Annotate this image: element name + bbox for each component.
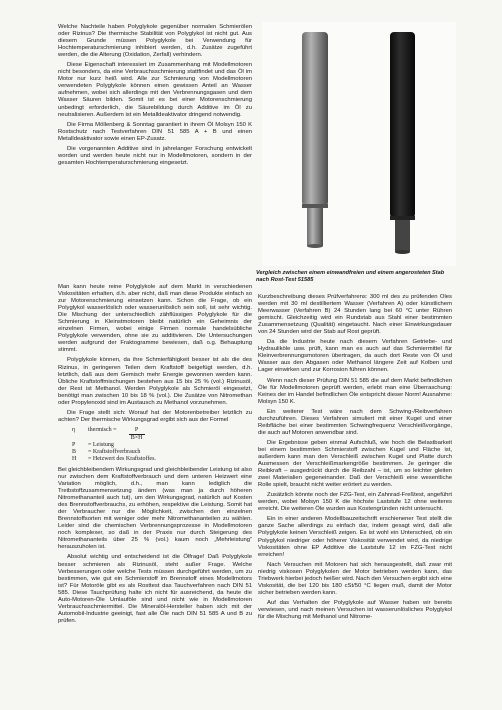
paragraph: Die vorgenannten Additive sind in jahrelanger Forschung entwickelt worden und werden heute nicht nur in Modellmotoren, sondern in der gesamten Hochtemperaturschmierung eingesetzt.	[58, 145, 252, 166]
formula-definition	[72, 449, 252, 456]
rusted-rod	[390, 32, 415, 254]
paragraph: Polyglykole können, da ihre Schmierfähigkeit besser ist als die des Rizinus, in geringeren Teilen dem Kraftstoff beigefügt werden, d.h. letztlich, daß aus dem Gemisch mehr Energie gewonnen werden kann. Übliche Kraftstoffmischungen bestehen aus 15 bis 25 % (vol.) Rizinusöl, der Rest ist Methanol. Werden Polyglykole als Schmieröl eingesetzt, benötigt man zwischen 10 bis 18 % (vol.). Die Zusätze von Nitromethan oder Propylenoxid sind im Austausch zu Methanol vorzunehmen.	[58, 357, 252, 406]
paragraph: Ein in einer anderen Modellbauzeitschrift erschienener Test stellt die ganze Sache allerdings zu einfach dar, indem gesagt wird, daß alle Polyglykole keinen Verschleiß zeigen. Es ist wohl ein Unterschied, ob ein Polyglykol niedriger oder höherer Viskosität verwendet wird, da niedrige Viskositäten ohne EP Additive die Laststufe 12 im FZG-Test nicht erreichen!	[258, 516, 452, 558]
formula-eta: η	[72, 426, 76, 433]
paragraph: Die Frage stellt sich: Worauf hat der Motorenbetreiber letztlich zu achten? Der thermische Wirkungsgrad ergibt sich aus der Formel	[58, 409, 252, 423]
formula-main-line	[72, 427, 252, 442]
paragraph: Zusätzlich könnte noch der FZG-Test, ein Zahnrad-Freßtest, angeführt werden, wobei Molsyn 150 K die höchste Laststufe 12 ohne weiteres erreicht. Die weiteren Öle wurden aus Kostengründen nicht untersucht.	[258, 492, 452, 513]
formula-definition	[72, 456, 252, 463]
paragraph: Man kann heute reine Polyglykole auf dem Markt in verschiedenen Viskositäten erhalten, d.h. aber nicht, daß man diese Produkte einfach so zur Motorenschmierung einsetzen kann. Schon die Frage, ob ein Polyglykol wasserlöslich oder wasserunlöslich sein soll, ist sehr wichtig. Die Mischung der unterschiedlich zähflüssigen Polyglykole für die Schmierung in Kleinstmotoren bleibt natürlich ein Geheimnis der einzelnen Firmen, wobei einige Firmen normale handelsübliche Polyglykole verwenden, ohne sie zu additivieren. Die Untersuchungen werden aufgrund der Fraktogramme bewiesen, daß o.g. Behauptung stimmt.	[58, 284, 252, 354]
rod-photo-svg	[262, 22, 456, 266]
left-column-top	[58, 24, 252, 284]
formula-symbol: H	[72, 455, 77, 462]
paragraph: Absolut wichtig und entscheidend ist die Ölfrage! Daß Polyglykole besser schmieren als Rizinusöl, steht außer Frage. Welche Verbesserungen oder welche Tests müssen durchgeführt werden, um zu bestimmen, wie gut ein Schmierstoff im Brennstoff eines Modellmotors ist? Für Motoröle gibt es als Rosttest das Tauchverfahren nach DIN 51 585. Diese Tauchprüfung halte ich nicht für ausreichend, da heute die Auto-Motoren-Öle Umlauföle sind und nicht wie in Modellmotoren Verbrauchsschmiermittel. Die Mineralöl-Hersteller haben sich mit der Automobil-Industrie geeinigt, fast alle Öle nach DIN 51 585 A und B zu prüfen.	[58, 554, 252, 624]
paragraph: Auf das Verhalten der Polyglykole auf Wasser haben wir bereits verwiesen, und nach meinen Versuchen ist wasserunlösliches Polyglykol für die Mischung mit Methanol und Nitrome-	[258, 599, 452, 620]
formula-symbol: B	[72, 448, 77, 455]
paragraph: Nach Versuchen mit Motoren hat sich herausgestellt, daß zwar mit niedrig viskosen Polyglykolen der Motor betrieben werden kann, das Triebwerk hierbei jedoch heißer wird. Nach den Versuchen ergibt sich eine Viskosität, die bei 120 bis 180 cSt/50 °C liegen muß, damit der Motor sicher betrieben werden kann.	[258, 561, 452, 596]
paragraph: Kurzbeschreibung dieses Prüfverfahrens: 300 ml des zu prüfenden Öles werden mit 30 ml destilliertem Wasser (Verfahren A) oder künstlichem Meerwasser (Verfahren B) 24 Stunden lang bei 60 °C unter Rühren gemischt. Gleichzeitig wird ein Rundstab aus Stahl einer bestimmten Zusammensetzung (Qualität) eingetaucht. Nach einer Einwirkungsdauer von 24 Stunden wird der Stab auf Rost geprüft.	[258, 294, 452, 336]
formula-symbol: P	[72, 441, 76, 448]
formula-fraction	[129, 427, 145, 442]
formula-description: = Leistung	[88, 441, 114, 448]
right-column	[258, 294, 452, 686]
formula-description: = Kraftstoffverbrauch	[88, 448, 141, 455]
paragraph: Welche Nachteile haben Polyglykole gegenüber normalen Schmierölen oder Rizinus? Die thermische Stabilität von Polyglykol ist nicht gut. Aus diesem Grunde müssen Polyglykole bei Verwendung für Hochtemperaturschmierung inhibiert werden, d.h. Zusätze zugeführt werden, die die Alterung (Oxidation, Zerfall) verhindern.	[58, 24, 252, 59]
formula-eta-label: thermisch =	[88, 426, 117, 433]
formula-definition	[72, 442, 252, 449]
paragraph: Wenn nach dieser Prüfung DIN 51 585 die auf dem Markt befindlichen Öle für Modellmotoren geprüft werden, erlebt man eine Überraschung: Keines der im Handel befindlichen Öle entspricht dieser Norm! Ausnahme: Molsyn 150 K.	[258, 377, 452, 405]
paragraph: Da die Industrie heute nach diesem Verfahren Getriebe- und Hydrauliköle usw. prüft, kann man es auch auf das Schmiermittel für Kleinverbrennungsmotoren übertragen, da auch dort Reste von Öl und Wasser aus den Abgasen oder Methanol längere Zeit auf Kolben und Lager einwirken und zur Korrosion führen können.	[258, 339, 452, 374]
paragraph: Bei gleichbleibendem Wirkungsgrad und gleichbleibender Leistung ist also nur zwischen dem Kraftstoffverbrauch und dem unteren Heizwert eine Variation möglich, d.h., man kann lediglich die Treibstoffzusammensetzung ändern (was man ja durch höheren Nitromethananteil auch tut), um den Wirkungsgrad, natürlich auf Kosten des Brennstoffverbrauchs, zu erhöhen, respektive die Leistung. Somit hat der Verbraucher nur die Möglichkeit, zwischen den einzelnen Brennstoffsorten mit weniger oder mehr Nitromethananteilen zu wählen. Leider sind die chemischen Verbrennungsprozesse in Modellmotoren noch komplexer, so daß in der Praxis nur durch Steigerung des Nitromethananteils über 25 % (vol.) kaum noch „Mehrleistung“ herauszuholen ist.	[58, 466, 252, 551]
paragraph: Die Firma Möllenberg & Sonntag garantiert in ihrem Öl Molsyn 150 K Rostschutz nach Testverfahren DIN 51 585 A + B und einen Metalldeaktivator sowie einen EP-Zusatz.	[58, 121, 252, 142]
paragraph: Ein weiterer Test wäre nach dem Schwing-/Reibverfahren durchzuführen. Dieses Verfahren simuliert mit einer Kugel und einer Reibfläche bei einer bestimmten Schwingfrequenz Verschleißvorgänge, die auch auf Motoren anwendbar sind.	[258, 408, 452, 436]
left-column-bottom	[58, 284, 252, 686]
rod-comparison-photo	[262, 22, 456, 266]
paragraph: Diese Eigenschaft interessiert im Zusammenhang mit Modellmotoren nicht besonders, da eine Verbrauchsschmierung stattfindet und das Öl im Motor nur kurz heiß wird. Alle zur Schmierung von Modellmotoren verwendeten Polyglykole können einen gewissen Anteil an Wasser aufnehmen, wobei sich allerdings mit den Verbrennungsgasen und dem Wasser Säuren bilden. Somit ist es bei einer Motorenschmierung unbedingt erforderlich, die Säurebildung durch Additive im Öl zu neutralisieren. Außerdem ist ein Metalldeaktivator dringend notwendig.	[58, 62, 252, 118]
paragraph: Die Ergebnisse geben einmal Aufschluß, wie hoch die Belastbarkeit bei einem bestimmten Schmierstoff zwischen Kugel und Fläche ist, außerdem kann man den Verschleiß zwischen Kugel und Platte durch Ausmessen der Verschleißmarkengröße bestimmen. Je geringer die Reibkraft – ausgedrückt durch die Reibzahl – ist, um so leichter gleiten zwei Materialien gegeneinander. Daß der Verschleiß eine wesentliche Rolle spielt, braucht nicht weiter erörtert zu werden.	[258, 439, 452, 489]
efficiency-formula	[72, 427, 252, 463]
clean-rod	[302, 32, 328, 248]
formula-numerator: P	[129, 427, 145, 435]
formula-description: = Heizwert des Kraftstoffes.	[88, 455, 156, 462]
formula-denominator: B×H	[130, 434, 143, 441]
photo-caption: Vergleich zwischen einem einwandfreien und einem angerosteten Stab nach Rost-Test 51585	[256, 270, 445, 283]
